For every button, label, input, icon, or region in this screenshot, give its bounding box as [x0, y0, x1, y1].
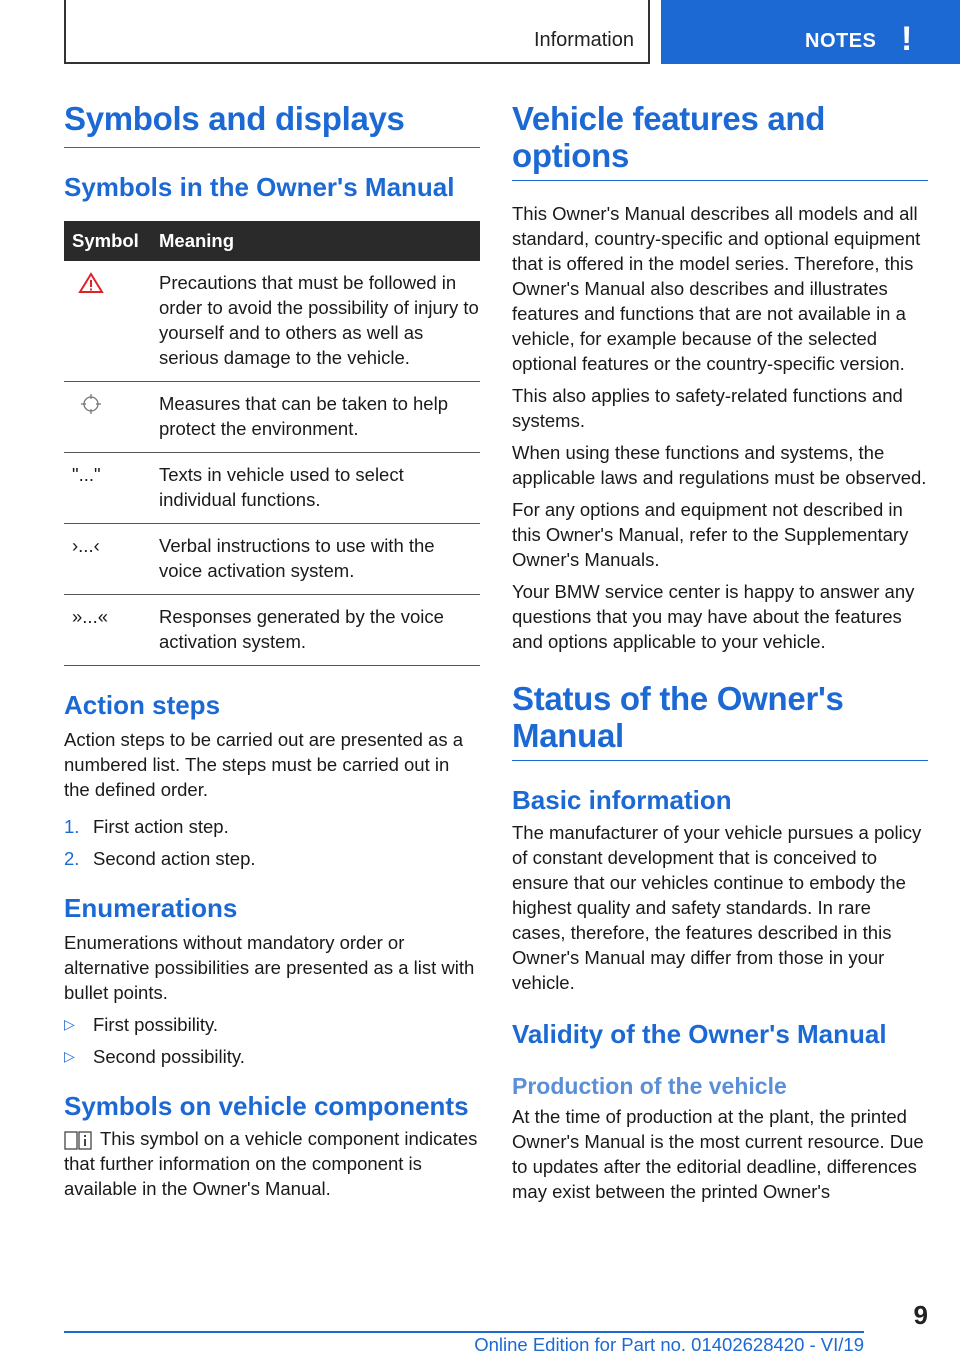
list-number: 2.: [64, 848, 80, 869]
footer-edition: Online Edition for Part no. 01402628420 - VI/19: [474, 1334, 864, 1355]
header-notes-tab: [661, 0, 960, 64]
page-number: 9: [913, 1300, 928, 1330]
triangle-bullet-icon: ▷: [64, 1016, 75, 1032]
symbols-table: [64, 221, 480, 666]
header-notes-label: NOTES: [805, 30, 877, 52]
basic-information-paragraph: The manufacturer of your vehicle pursues a policy of constant development that is conceived to ensure that our vehicles continue to embody the highest quality and safety standards. In rare cases, therefore, the features described in this Owner's Manual may differ from those in your vehicle.: [512, 822, 922, 993]
book-info-icon: [64, 1129, 94, 1151]
table-row: [64, 595, 480, 666]
heading-action-steps: Action steps: [64, 690, 221, 720]
list-item: [64, 846, 480, 871]
heading-status-of-manual: Status of the Owner's Manual: [512, 680, 928, 761]
heading-production: Production of the vehicle: [512, 1073, 787, 1099]
list-item: [64, 1012, 480, 1037]
table-header-symbol: Symbol: [72, 230, 139, 251]
production-paragraph: At the time of production at the plant, the printed Owner's Manual is the most current resource. Due to updates after the editorial deadline, differences may exist between the printed Owner's: [512, 1106, 924, 1202]
features-paragraph-4: For any options and equipment not described in this Owner's Manual, refer to the Supplementary Owner's Manuals.: [512, 499, 909, 570]
table-cell-symbol: [64, 391, 159, 441]
list-text: Second possibility.: [93, 1046, 245, 1067]
enumerations-paragraph: Enumerations without mandatory order or alternative possibilities are presented as a list with bullet points.: [64, 932, 475, 1003]
heading-validity: Validity of the Owner's Manual: [512, 1019, 887, 1049]
heading-enumerations: Enumerations: [64, 893, 238, 923]
features-paragraph-2: This also applies to safety-related functions and systems.: [512, 385, 903, 431]
header-section-box: [64, 0, 650, 64]
heading-symbols-and-displays: Symbols and displays: [64, 100, 480, 148]
footer-rule: [64, 1331, 864, 1333]
header-section-title: Information: [533, 29, 634, 51]
warning-triangle-icon: [78, 272, 104, 294]
table-cell-symbol: ›...‹: [72, 535, 100, 556]
list-text: First action step.: [93, 816, 229, 837]
table-cell-symbol: "...": [72, 464, 101, 485]
list-item: [64, 1044, 480, 1069]
heading-basic-information: Basic information: [512, 785, 732, 815]
table-cell-meaning: Texts in vehicle used to select individual functions.: [159, 464, 404, 510]
left-column: [64, 100, 480, 1201]
features-paragraph-5: Your BMW service center is happy to answer any questions that you may have about the features and options applicable to your vehicle.: [512, 581, 915, 652]
table-row: [64, 453, 480, 524]
heading-vehicle-features: Vehicle features and options: [512, 100, 928, 181]
table-cell-symbol: [64, 270, 159, 370]
components-text: This symbol on a vehicle component indicates that further information on the component is available in the Owner's Manual.: [64, 1128, 478, 1200]
table-row: [64, 382, 480, 453]
triangle-bullet-icon: ▷: [64, 1048, 75, 1064]
table-row: [64, 524, 480, 595]
list-item: [64, 814, 480, 839]
environment-icon: [78, 393, 104, 415]
table-cell-meaning: Measures that can be taken to help protect the environment.: [159, 393, 448, 439]
list-text: Second action step.: [93, 848, 256, 869]
list-number: 1.: [64, 816, 80, 837]
exclamation-icon: !: [901, 20, 913, 58]
table-cell-meaning: Verbal instructions to use with the voice activation system.: [159, 535, 435, 581]
components-paragraph: [64, 1126, 480, 1201]
heading-symbols-on-components: Symbols on vehicle components: [64, 1091, 469, 1121]
table-cell-symbol: »...«: [72, 606, 108, 627]
features-paragraph-3: When using these functions and systems, the applicable laws and regulations must be observed.: [512, 442, 927, 488]
heading-symbols-in-manual: Symbols in the Owner's Manual: [64, 172, 455, 202]
table-row: [64, 261, 480, 382]
table-header-meaning: Meaning: [159, 230, 235, 251]
table-header: [64, 221, 480, 261]
right-column: [512, 100, 928, 1204]
features-paragraph-1: This Owner's Manual describes all models and all standard, country-specific and optional equipment that is offered in the model series. Therefore, this Owner's Manual also describes and illustrates features and functions that are not available in a vehicle, for example because of the selected optional features or the country-specific version.: [512, 203, 921, 374]
table-cell-meaning: Precautions that must be followed in order to avoid the possibility of injury to yourself and to others as well as serious damage to the vehicle.: [159, 272, 479, 368]
list-text: First possibility.: [93, 1014, 219, 1035]
action-steps-paragraph: Action steps to be carried out are presented as a numbered list. The steps must be carried out in the defined order.: [64, 729, 464, 800]
table-cell-meaning: Responses generated by the voice activation system.: [159, 606, 444, 652]
